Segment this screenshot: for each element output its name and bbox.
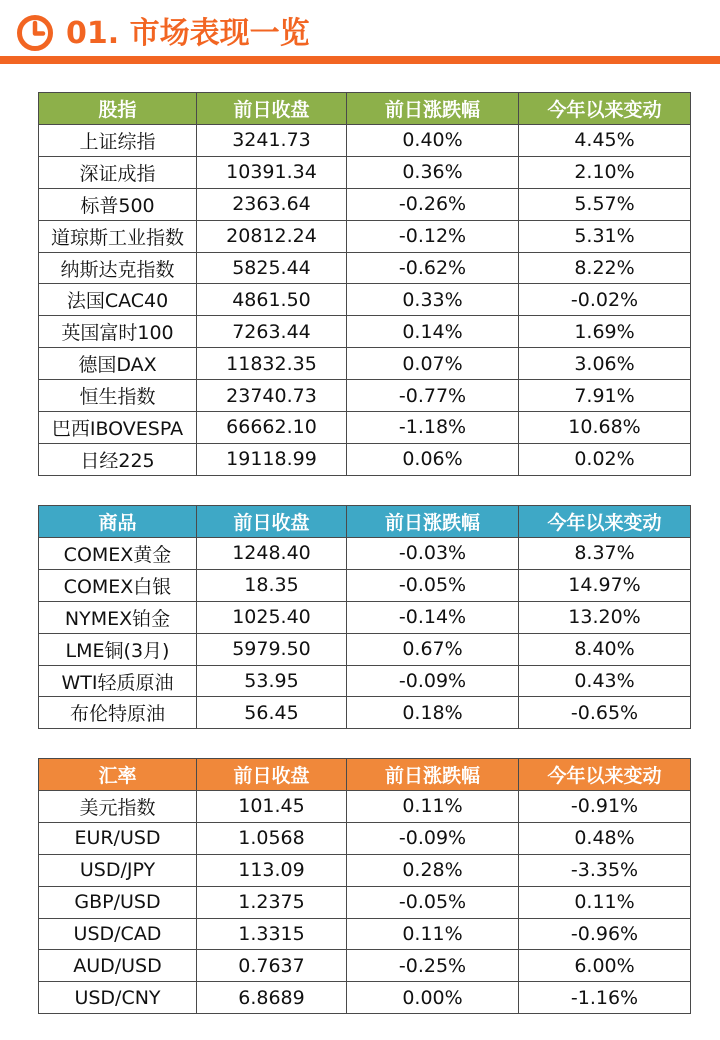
- column-header: 前日收盘: [197, 759, 347, 791]
- row-label: 纳斯达克指数: [39, 252, 197, 284]
- table-cell: -0.02%: [519, 284, 691, 316]
- table-cell: 0.02%: [519, 443, 691, 475]
- table-row: [39, 316, 691, 348]
- column-header: 前日涨跌幅: [347, 506, 519, 538]
- table-cell: 14.97%: [519, 569, 691, 601]
- table-cell: 1.2375: [197, 886, 347, 918]
- table-cell: 2.10%: [519, 156, 691, 188]
- table-row: [39, 697, 691, 729]
- table-cell: -3.35%: [519, 854, 691, 886]
- exchange-rate-table: [38, 758, 691, 1014]
- table-cell: 5825.44: [197, 252, 347, 284]
- table-row: [39, 125, 691, 157]
- row-label: AUD/USD: [39, 950, 197, 982]
- clock-icon: [16, 14, 54, 52]
- table-cell: 0.11%: [347, 918, 519, 950]
- row-label: 深证成指: [39, 156, 197, 188]
- table-cell: 0.40%: [347, 125, 519, 157]
- table-cell: -0.77%: [347, 380, 519, 412]
- table-cell: 0.00%: [347, 982, 519, 1014]
- table-cell: -0.62%: [347, 252, 519, 284]
- table-cell: -0.91%: [519, 791, 691, 823]
- table-cell: 1248.40: [197, 538, 347, 570]
- page-title: 01. 市场表现一览: [66, 16, 310, 51]
- table-cell: 101.45: [197, 791, 347, 823]
- table-row: [39, 538, 691, 570]
- row-label: USD/CNY: [39, 982, 197, 1014]
- row-label: COMEX白银: [39, 569, 197, 601]
- table-cell: 6.8689: [197, 982, 347, 1014]
- table-cell: 56.45: [197, 697, 347, 729]
- row-label: WTI轻质原油: [39, 665, 197, 697]
- table-cell: 0.7637: [197, 950, 347, 982]
- table-cell: -1.16%: [519, 982, 691, 1014]
- row-label: 标普500: [39, 188, 197, 220]
- row-label: USD/CAD: [39, 918, 197, 950]
- table-cell: 0.18%: [347, 697, 519, 729]
- table-cell: 5.57%: [519, 188, 691, 220]
- table-cell: -0.65%: [519, 697, 691, 729]
- column-header: 今年以来变动: [519, 506, 691, 538]
- table-row: [39, 252, 691, 284]
- row-label: 法国CAC40: [39, 284, 197, 316]
- table-cell: -0.26%: [347, 188, 519, 220]
- table-cell: 0.33%: [347, 284, 519, 316]
- row-label: LME铜(3月): [39, 633, 197, 665]
- table-cell: 3241.73: [197, 125, 347, 157]
- table-cell: 8.37%: [519, 538, 691, 570]
- table-row: [39, 918, 691, 950]
- table-cell: 53.95: [197, 665, 347, 697]
- row-label: 布伦特原油: [39, 697, 197, 729]
- table-cell: 18.35: [197, 569, 347, 601]
- table-cell: -0.09%: [347, 822, 519, 854]
- row-label: 恒生指数: [39, 380, 197, 412]
- table-cell: 2363.64: [197, 188, 347, 220]
- table-row: [39, 443, 691, 475]
- row-label: NYMEX铂金: [39, 601, 197, 633]
- table-cell: -0.05%: [347, 569, 519, 601]
- table-row: [39, 284, 691, 316]
- row-label: 英国富时100: [39, 316, 197, 348]
- table-row: [39, 982, 691, 1014]
- row-label: 日经225: [39, 443, 197, 475]
- table-row: [39, 854, 691, 886]
- table-cell: -0.05%: [347, 886, 519, 918]
- row-label: 德国DAX: [39, 348, 197, 380]
- table-cell: 20812.24: [197, 220, 347, 252]
- stock-index-table: [38, 92, 691, 476]
- table-cell: 0.11%: [519, 886, 691, 918]
- table-cell: 1.3315: [197, 918, 347, 950]
- table-cell: 10391.34: [197, 156, 347, 188]
- table-cell: -0.96%: [519, 918, 691, 950]
- table-header-row: [39, 93, 691, 125]
- table-cell: 0.43%: [519, 665, 691, 697]
- table-row: [39, 791, 691, 823]
- row-label: EUR/USD: [39, 822, 197, 854]
- table-cell: -0.14%: [347, 601, 519, 633]
- table-cell: 0.14%: [347, 316, 519, 348]
- table-cell: 13.20%: [519, 601, 691, 633]
- column-header: 前日涨跌幅: [347, 93, 519, 125]
- table-header-row: [39, 506, 691, 538]
- table-row: [39, 950, 691, 982]
- table-cell: 4861.50: [197, 284, 347, 316]
- table-cell: 11832.35: [197, 348, 347, 380]
- row-label: 美元指数: [39, 791, 197, 823]
- table-row: [39, 220, 691, 252]
- table-cell: 1025.40: [197, 601, 347, 633]
- table-cell: 7263.44: [197, 316, 347, 348]
- column-header: 前日涨跌幅: [347, 759, 519, 791]
- table-row: [39, 156, 691, 188]
- column-header: 前日收盘: [197, 506, 347, 538]
- table-row: [39, 569, 691, 601]
- table-row: [39, 601, 691, 633]
- table-cell: 0.36%: [347, 156, 519, 188]
- table-cell: 8.22%: [519, 252, 691, 284]
- table-row: [39, 188, 691, 220]
- table-row: [39, 412, 691, 444]
- table-row: [39, 665, 691, 697]
- table-cell: 6.00%: [519, 950, 691, 982]
- table-cell: 1.0568: [197, 822, 347, 854]
- column-header: 今年以来变动: [519, 93, 691, 125]
- table-cell: 3.06%: [519, 348, 691, 380]
- table-cell: -0.12%: [347, 220, 519, 252]
- table-cell: 4.45%: [519, 125, 691, 157]
- table-cell: 23740.73: [197, 380, 347, 412]
- column-header: 汇率: [39, 759, 197, 791]
- table-row: [39, 886, 691, 918]
- table-header-row: [39, 759, 691, 791]
- row-label: 道琼斯工业指数: [39, 220, 197, 252]
- row-label: USD/JPY: [39, 854, 197, 886]
- row-label: GBP/USD: [39, 886, 197, 918]
- table-row: [39, 380, 691, 412]
- header-divider: [0, 56, 720, 64]
- commodities-table: [38, 505, 691, 729]
- table-row: [39, 822, 691, 854]
- table-cell: 0.28%: [347, 854, 519, 886]
- table-cell: 10.68%: [519, 412, 691, 444]
- table-cell: 5979.50: [197, 633, 347, 665]
- table-cell: 7.91%: [519, 380, 691, 412]
- table-cell: 0.06%: [347, 443, 519, 475]
- column-header: 今年以来变动: [519, 759, 691, 791]
- table-cell: -1.18%: [347, 412, 519, 444]
- table-cell: -0.03%: [347, 538, 519, 570]
- column-header: 股指: [39, 93, 197, 125]
- page-header: [0, 0, 720, 66]
- column-header: 前日收盘: [197, 93, 347, 125]
- table-cell: 19118.99: [197, 443, 347, 475]
- table-cell: 0.67%: [347, 633, 519, 665]
- row-label: COMEX黄金: [39, 538, 197, 570]
- table-cell: 0.48%: [519, 822, 691, 854]
- table-cell: -0.09%: [347, 665, 519, 697]
- table-cell: 8.40%: [519, 633, 691, 665]
- table-cell: -0.25%: [347, 950, 519, 982]
- row-label: 巴西IBOVESPA: [39, 412, 197, 444]
- table-cell: 5.31%: [519, 220, 691, 252]
- table-row: [39, 348, 691, 380]
- table-cell: 0.07%: [347, 348, 519, 380]
- column-header: 商品: [39, 506, 197, 538]
- table-cell: 66662.10: [197, 412, 347, 444]
- table-cell: 0.11%: [347, 791, 519, 823]
- table-cell: 1.69%: [519, 316, 691, 348]
- table-cell: 113.09: [197, 854, 347, 886]
- row-label: 上证综指: [39, 125, 197, 157]
- table-row: [39, 633, 691, 665]
